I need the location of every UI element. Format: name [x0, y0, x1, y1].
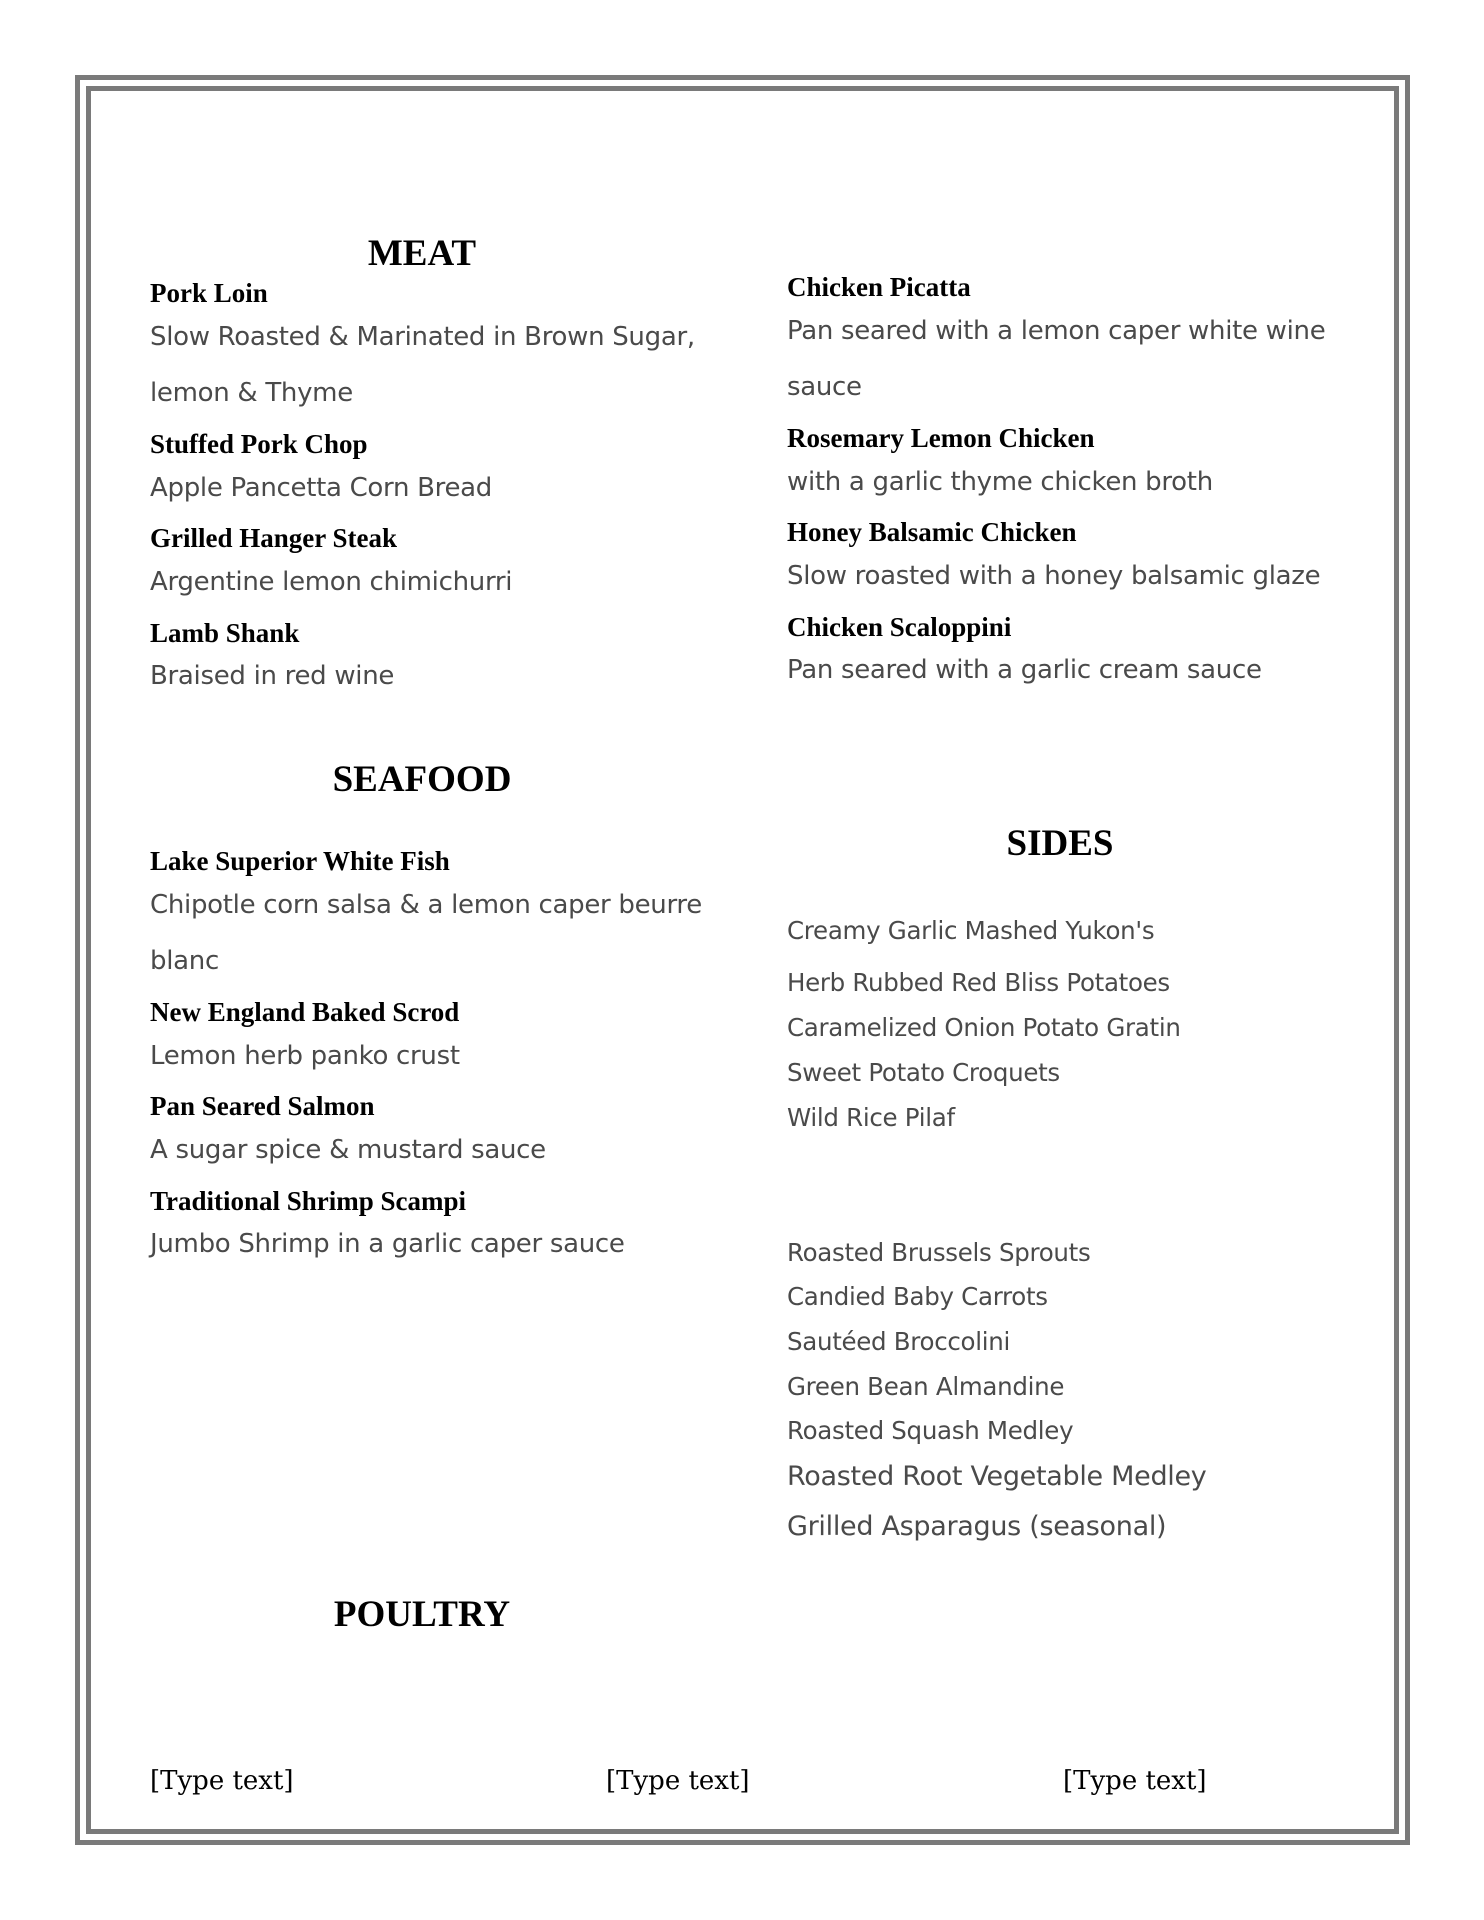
menu-item-name: Lake Superior White Fish — [150, 846, 450, 876]
menu-item-name: Stuffed Pork Chop — [150, 429, 368, 459]
seafood-heading: SEAFOOD — [332, 759, 512, 800]
menu-item-name: Pork Loin — [150, 278, 268, 308]
menu-item-desc: sauce — [787, 372, 862, 402]
side-item: Wild Rice Pilaf — [787, 1103, 955, 1132]
side-item: Caramelized Onion Potato Gratin — [787, 1013, 1181, 1042]
menu-item-desc: Pan seared with a lemon caper white wine — [787, 316, 1326, 346]
menu-item-desc: Apple Pancetta Corn Bread — [150, 473, 493, 503]
side-item: Creamy Garlic Mashed Yukon's — [787, 916, 1155, 945]
menu-item-name: Pan Seared Salmon — [150, 1091, 375, 1121]
sides-heading: SIDES — [1006, 823, 1114, 864]
menu-item-name: Lamb Shank — [150, 618, 300, 648]
menu-item-desc: Slow Roasted & Marinated in Brown Sugar, — [150, 322, 695, 352]
menu-item-desc: Jumbo Shrimp in a garlic caper sauce — [150, 1229, 625, 1259]
side-item: Roasted Root Vegetable Medley — [787, 1461, 1207, 1492]
meat-heading: MEAT — [367, 233, 477, 274]
menu-item-name: Chicken Picatta — [787, 272, 971, 302]
side-item: Grilled Asparagus (seasonal) — [787, 1511, 1167, 1542]
side-item: Sweet Potato Croquets — [787, 1058, 1060, 1087]
side-item: Roasted Brussels Sprouts — [787, 1238, 1091, 1267]
menu-item-name: New England Baked Scrod — [150, 997, 460, 1027]
menu-item-desc: lemon & Thyme — [150, 378, 353, 408]
footer-center-text[interactable]: [Type text] — [606, 1766, 750, 1796]
footer-right-text[interactable]: [Type text] — [1063, 1766, 1207, 1796]
menu-item-name: Grilled Hanger Steak — [150, 523, 397, 553]
menu-item-name: Chicken Scaloppini — [787, 612, 1012, 642]
side-item: Roasted Squash Medley — [787, 1416, 1074, 1445]
footer-left-text[interactable]: [Type text] — [150, 1766, 294, 1796]
menu-item-desc: Slow roasted with a honey balsamic glaze — [787, 561, 1321, 591]
menu-item-name: Traditional Shrimp Scampi — [150, 1186, 467, 1216]
menu-item-desc: A sugar spice & mustard sauce — [150, 1135, 546, 1165]
menu-item-desc: Argentine lemon chimichurri — [150, 567, 513, 597]
menu-item-desc: Lemon herb panko crust — [150, 1041, 460, 1071]
side-item: Herb Rubbed Red Bliss Potatoes — [787, 968, 1170, 997]
menu-item-name: Rosemary Lemon Chicken — [787, 423, 1095, 453]
poultry-heading: POULTRY — [333, 1594, 511, 1635]
side-item: Green Bean Almandine — [787, 1372, 1065, 1401]
side-item: Candied Baby Carrots — [787, 1282, 1048, 1311]
menu-item-desc: Braised in red wine — [150, 661, 395, 691]
menu-item-desc: with a garlic thyme chicken broth — [787, 467, 1213, 497]
menu-item-desc: Chipotle corn salsa & a lemon caper beurre — [150, 890, 702, 920]
menu-item-name: Honey Balsamic Chicken — [787, 517, 1077, 547]
menu-item-desc: blanc — [150, 946, 219, 976]
side-item: Sautéed Broccolini — [787, 1327, 1010, 1356]
menu-item-desc: Pan seared with a garlic cream sauce — [787, 655, 1262, 685]
